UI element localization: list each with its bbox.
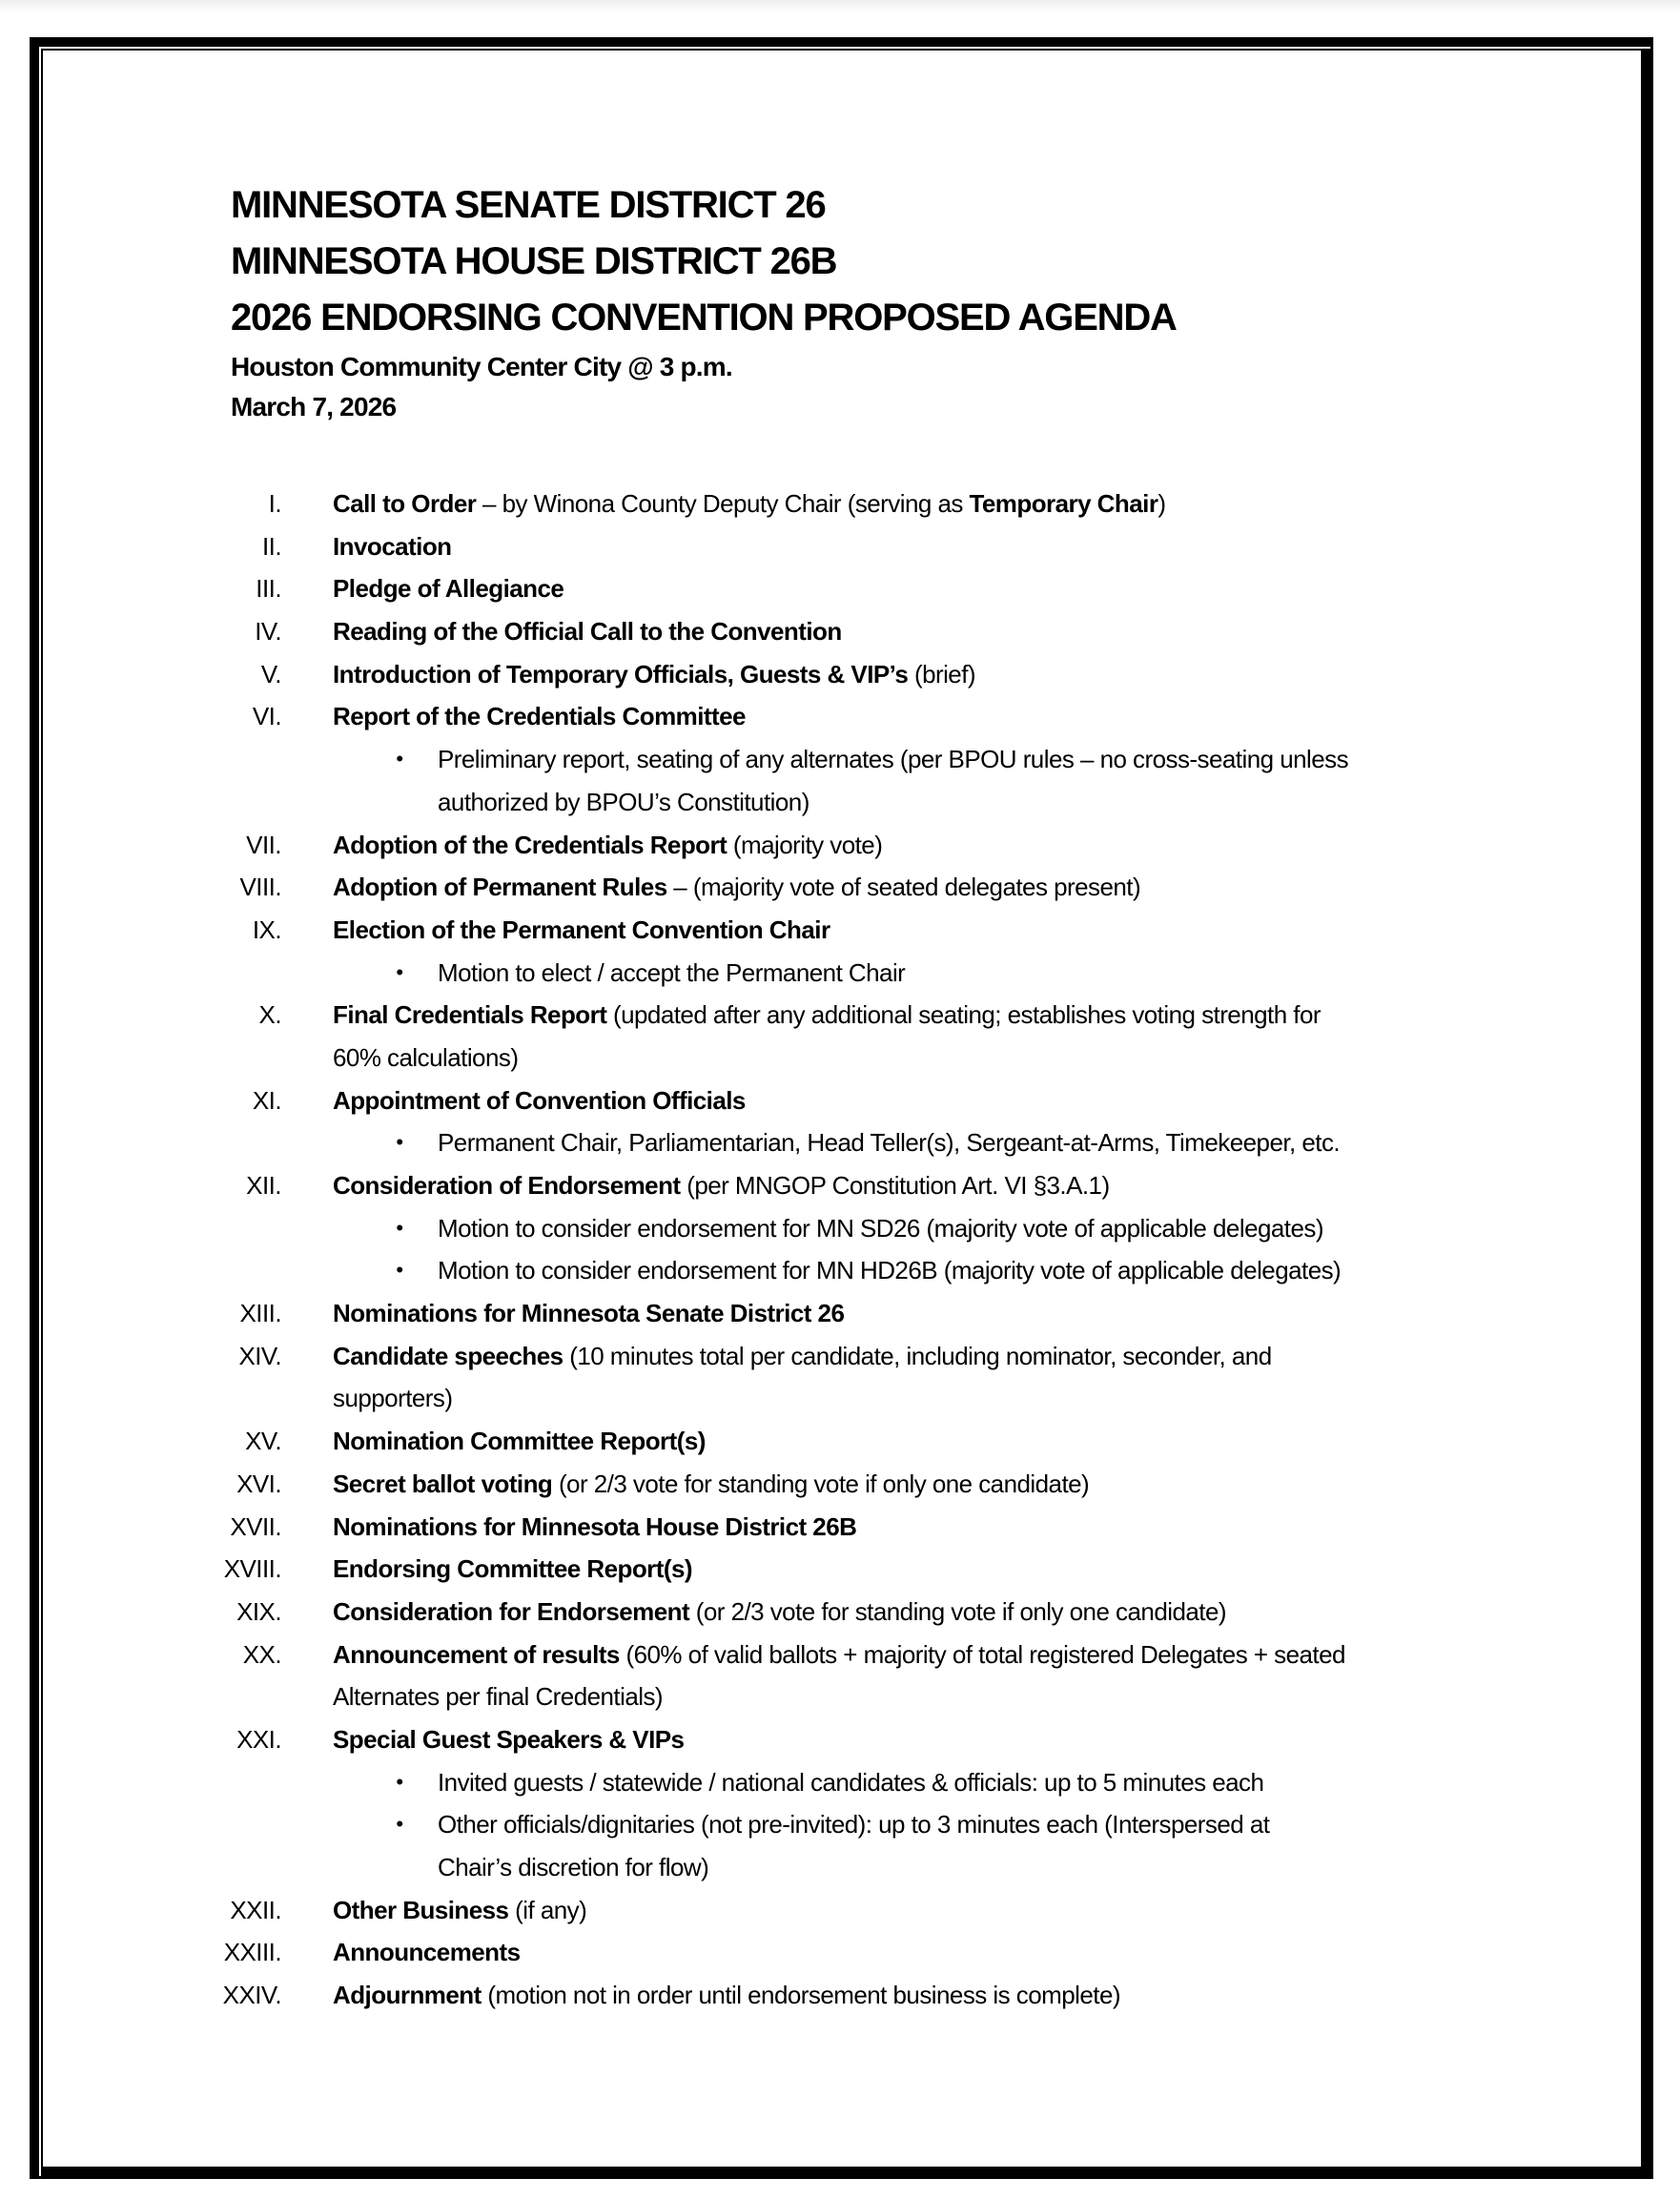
agenda-item-detail: (brief): [908, 659, 975, 688]
agenda-item: [191, 1591, 1526, 1634]
agenda-item-numeral: XI.: [252, 1085, 281, 1115]
agenda-item-title: Announcement of results: [333, 1639, 620, 1669]
agenda-item-text: [333, 1931, 521, 1974]
agenda-item-text: [333, 525, 452, 568]
agenda-sub-item: [191, 952, 1526, 995]
agenda-item: [191, 1506, 1526, 1549]
agenda-item-numeral: XVI.: [236, 1469, 281, 1498]
agenda-item-numeral: VII.: [246, 830, 281, 859]
agenda-sub-item-text: Motion to consider endorsement for MN HD26B (majority vote of applicable delegates): [438, 1256, 1342, 1285]
agenda-sub-item: [191, 1207, 1526, 1250]
agenda-sub-item: [191, 781, 1526, 824]
agenda-item-numeral: I.: [268, 489, 281, 518]
agenda-item-title: Other Business: [333, 1895, 509, 1924]
agenda-item-title: Nomination Committee Report(s): [333, 1427, 706, 1456]
agenda-item: [191, 653, 1526, 696]
agenda-item-numeral: VI.: [252, 702, 281, 731]
agenda-sub-item-text: Other officials/dignitaries (not pre-invited): up to 3 minutes each (Interspersed at: [438, 1810, 1270, 1839]
agenda-item: [191, 1335, 1526, 1378]
agenda-item-text: [333, 1463, 1089, 1506]
agenda-item: [191, 866, 1526, 909]
agenda-item: [191, 695, 1526, 738]
bullet-icon: •: [396, 1812, 403, 1837]
agenda-item-detail: (majority vote): [727, 830, 883, 859]
agenda-sub-item: [191, 1803, 1526, 1846]
agenda-sub-item-text: Permanent Chair, Parliamentarian, Head Teller(s), Sergeant-at-Arms, Timekeeper, etc.: [438, 1128, 1341, 1158]
agenda-item-text: [333, 909, 830, 952]
agenda-item-numeral: IV.: [255, 617, 281, 647]
document-header: [231, 177, 1177, 427]
agenda-item-title: Consideration for Endorsement: [333, 1596, 690, 1626]
agenda-item-title: Adoption of Permanent Rules: [333, 873, 667, 902]
agenda-list: [191, 483, 1526, 2017]
agenda-item: [191, 1931, 1526, 1974]
agenda-sub-item-text: authorized by BPOU’s Constitution): [438, 787, 809, 816]
agenda-item-detail: (if any): [508, 1895, 587, 1924]
agenda-item-numeral: XX.: [242, 1639, 281, 1669]
agenda-item-text: [333, 1335, 1272, 1378]
agenda-item: [191, 1292, 1526, 1335]
agenda-item-numeral: VIII.: [239, 873, 281, 902]
agenda-item-detail: (10 minutes total per candidate, including nominator, seconder, and: [563, 1341, 1272, 1370]
agenda-item-continuation-text: Alternates per final Credentials): [333, 1682, 664, 1712]
agenda-item-numeral: II.: [261, 531, 281, 561]
bullet-icon: •: [396, 1215, 403, 1240]
agenda-item-continuation: [191, 1377, 1526, 1420]
agenda-item-detail-end: ): [1158, 489, 1166, 518]
agenda-item: [191, 610, 1526, 653]
title-line-house: MINNESOTA HOUSE DISTRICT 26B: [231, 240, 837, 282]
agenda-item-title: Adjournment: [333, 1981, 481, 2010]
agenda-item-numeral: V.: [260, 659, 281, 688]
agenda-item-title: Nominations for Minnesota Senate District 26: [333, 1299, 845, 1328]
agenda-item-text: [333, 1079, 746, 1122]
agenda-sub-item: [191, 1249, 1526, 1292]
agenda-item: [191, 909, 1526, 952]
bullet-icon: •: [396, 1130, 403, 1155]
agenda-item-continuation-text: supporters): [333, 1384, 453, 1413]
title-line-agenda: 2026 ENDORSING CONVENTION PROPOSED AGENDA: [231, 297, 1177, 339]
agenda-item: [191, 1974, 1526, 2017]
date-line: March 7, 2026: [231, 392, 397, 421]
agenda-item: [191, 567, 1526, 610]
agenda-item-numeral: X.: [258, 1000, 281, 1030]
agenda-item-numeral: XV.: [245, 1427, 281, 1456]
agenda-item-text: [333, 1889, 586, 1932]
agenda-item-numeral: XXIII.: [223, 1938, 281, 1967]
agenda-item-detail: (60% of valid ballots + majority of total registered Delegates + seated: [619, 1639, 1345, 1669]
bullet-icon: •: [396, 1769, 403, 1794]
agenda-item-numeral: XXIV.: [222, 1981, 281, 2010]
agenda-item-text: [333, 1164, 1110, 1207]
agenda-sub-item: [191, 1121, 1526, 1164]
agenda-item: [191, 525, 1526, 568]
agenda-item-numeral: XIII.: [239, 1299, 281, 1328]
agenda-item-text: [333, 1292, 844, 1335]
agenda-item-title: Pledge of Allegiance: [333, 574, 564, 604]
location-line: Houston Community Center City @ 3 p.m.: [231, 352, 732, 381]
agenda-item-detail: (or 2/3 vote for standing vote if only one candidate): [689, 1596, 1226, 1626]
agenda-sub-item: [191, 1761, 1526, 1804]
agenda-sub-item-text: Preliminary report, seating of any alternates (per BPOU rules – no cross-seating unless: [438, 745, 1349, 774]
agenda-item-title: Invocation: [333, 531, 452, 561]
agenda-item-title: Report of the Credentials Committee: [333, 702, 746, 731]
agenda-item-title: Consideration of Endorsement: [333, 1171, 681, 1200]
agenda-item-text: [333, 1718, 684, 1761]
agenda-item-title: Announcements: [333, 1938, 521, 1967]
agenda-item-text: [333, 567, 563, 610]
agenda-item: [191, 1164, 1526, 1207]
agenda-item: [191, 1420, 1526, 1463]
agenda-item-text: [333, 610, 842, 653]
agenda-item: [191, 1463, 1526, 1506]
agenda-item-title: Election of the Permanent Convention Chair: [333, 915, 830, 944]
agenda-item: [191, 824, 1526, 867]
agenda-item-numeral: XVII.: [230, 1511, 281, 1541]
bullet-icon: •: [396, 1258, 403, 1283]
agenda-item-text: [333, 1634, 1345, 1676]
agenda-item-text: [333, 483, 1166, 525]
agenda-item-title: Introduction of Temporary Officials, Guests & VIP’s: [333, 659, 909, 688]
bullet-icon: •: [396, 747, 403, 771]
agenda-item: [191, 1718, 1526, 1761]
agenda-item-text: [333, 866, 1140, 909]
agenda-item-text: [333, 994, 1321, 1037]
agenda-item-title: Adoption of the Credentials Report: [333, 830, 727, 859]
agenda-sub-item-text: Chair’s discretion for flow): [438, 1853, 709, 1881]
agenda-item-text: [333, 1591, 1226, 1634]
agenda-item-detail: (updated after any additional seating; establishes voting strength for: [606, 1000, 1321, 1030]
agenda-item-text: [333, 653, 975, 696]
agenda-item: [191, 1079, 1526, 1122]
agenda-sub-item-text: Motion to consider endorsement for MN SD26 (majority vote of applicable delegates): [438, 1213, 1323, 1243]
agenda-item-detail: (per MNGOP Constitution Art. VI §3.A.1): [680, 1171, 1110, 1200]
agenda-item-numeral: XII.: [246, 1171, 281, 1200]
agenda-item-title: Special Guest Speakers & VIPs: [333, 1724, 685, 1754]
agenda-item-numeral: III.: [256, 574, 281, 604]
agenda-item-title: Reading of the Official Call to the Convention: [333, 617, 842, 647]
agenda-item: [191, 994, 1526, 1037]
agenda-sub-item: [191, 738, 1526, 781]
agenda-item: [191, 1889, 1526, 1932]
agenda-item-continuation: [191, 1037, 1526, 1079]
agenda-item-text: [333, 695, 746, 738]
agenda-item-title: Candidate speeches: [333, 1341, 563, 1370]
agenda-item-detail: – (majority vote of seated delegates present): [666, 873, 1141, 902]
agenda-item-title: Secret ballot voting: [333, 1469, 553, 1498]
agenda-item-title: Nominations for Minnesota House District 26B: [333, 1511, 857, 1541]
agenda-item: [191, 1548, 1526, 1591]
agenda-item-numeral: XIV.: [238, 1341, 281, 1370]
agenda-item-numeral: XIX.: [236, 1596, 281, 1626]
agenda-item-title: Final Credentials Report: [333, 1000, 607, 1030]
agenda-item-text: [333, 1974, 1120, 2017]
agenda-item-title: Call to Order: [333, 489, 477, 518]
title-line-senate: MINNESOTA SENATE DISTRICT 26: [231, 184, 826, 226]
agenda-item-numeral: IX.: [252, 915, 281, 944]
agenda-item-numeral: XXI.: [236, 1724, 281, 1754]
agenda-item-emphasis: Temporary Chair: [969, 489, 1158, 518]
agenda-item-numeral: XVIII.: [223, 1554, 281, 1584]
bullet-icon: •: [396, 959, 403, 984]
agenda-item: [191, 1634, 1526, 1676]
agenda-item: [191, 483, 1526, 525]
agenda-sub-item-text: Motion to elect / accept the Permanent Chair: [438, 957, 906, 987]
agenda-item-title: Appointment of Convention Officials: [333, 1085, 746, 1115]
agenda-item-text: [333, 1420, 706, 1463]
agenda-item-continuation-text: 60% calculations): [333, 1042, 519, 1072]
agenda-item-numeral: XXII.: [230, 1895, 281, 1924]
agenda-sub-item-text: Invited guests / statewide / national candidates & officials: up to 5 minutes each: [438, 1767, 1264, 1797]
agenda-item-text: [333, 1506, 856, 1549]
agenda-item-text: [333, 824, 882, 867]
agenda-sub-item: [191, 1846, 1526, 1889]
agenda-item-detail: (motion not in order until endorsement business is complete): [481, 1981, 1120, 2010]
agenda-item-detail: (or 2/3 vote for standing vote if only one candidate): [552, 1469, 1090, 1498]
agenda-item-title: Endorsing Committee Report(s): [333, 1554, 692, 1584]
agenda-item-text: [333, 1548, 692, 1591]
agenda-item-detail: – by Winona County Deputy Chair (serving as: [476, 489, 970, 518]
agenda-item-continuation: [191, 1675, 1526, 1718]
page-top-shade: [0, 0, 1680, 13]
